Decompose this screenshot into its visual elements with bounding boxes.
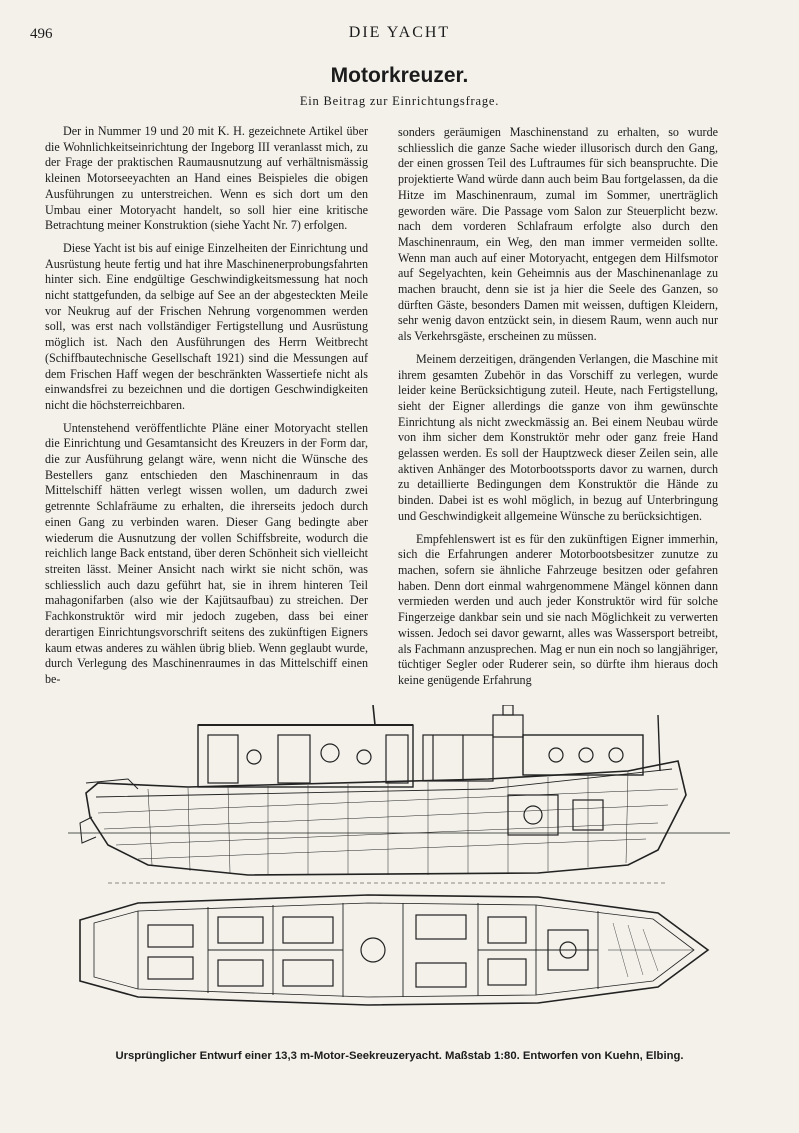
paragraph: Meinem derzeitigen, drängenden Verlangen, die Maschine mit ihrem gesamten Zubehör in das Vorschiff zu verlegen, wurde leider keine Berücksichtigung zuteil. Heute, nach Fertigstellung, sieht der Eigner allerdings die ganze von ihm gewünschte Einrichtung als nicht zweckmässig an. Bei einem Neubau würde von ihm sicher dem Konstruktör mehr oder ganz freie Hand gelassen werden. Es soll der Hauptzweck dieser Zeilen sein, alle aktiven Anhänger des Motorbootssports davor zu warnen, durch zu detaillierte Bedingungen dem Konstruktör die Hände zu binden. Dabei ist es wohl möglich, in bezug auf Unterbringung und Geschwindigkeit allgemeine Wünsche zu berücksichtigen.	[398, 351, 718, 523]
paragraph: Untenstehend veröffentlichte Pläne einer Motoryacht stellen die Einrichtung und Gesamtansicht des Kreuzers in der Form dar, die zur Ausführung gelangt wäre, wenn nicht die Wünsche des Bestellers ganz entschieden den Maschinenraum in das Mittelschiff hätten verlegt wissen wollen, um dadurch zwei getrennte Schlafräume zu erhalten, die ihrerseits jedoch durch einen Gang zu verbinden waren. Dieser Gang bedingte aber wiederum die Ausnutzung der vollen Schiffsbreite, wodurch die reichlich lange Back entstand, über deren Schönheit sich vielleicht streiten lässt. Meiner Ansicht nach wirkt sie nicht schön, was schliesslich auch dazu geführt hat, sie in ihrem hinteren Teil mahagonifarben (also wie der Kajütsaufbau) zu streichen. Der Fachkonstruktör wird mir jedoch zugeben, dass bei einer derartigen Einrichtungsvorschrift seitens des zukünftigen Eigners kaum etwas anderes zu wählen übrig blieb. Wenn geglaubt wurde, durch Verlegung des Maschinenraumes in das Mittelschiff einen be-	[45, 420, 368, 686]
page-number: 496	[30, 26, 53, 42]
paragraph: Der in Nummer 19 und 20 mit K. H. gezeichnete Artikel über die Wohnlichkeitseinrichtung der Ingeborg III veranlasst mich, zu der Frage der praktischen Raumausnutzung auf verhältnismässig kleinen Motorseeyachten an Hand eines Beispieles die obigen Ausführungen zu unterstreichen. Wenn es sich dort um den Umbau einer Motoryacht handelt, so soll hier eine kritische Betrachtung meiner Konstruktion (siehe Yacht Nr. 7) erfolgen.	[45, 124, 368, 233]
article-subtitle: Ein Beitrag zur Einrichtungsfrage.	[299, 94, 500, 108]
plan-view	[80, 895, 708, 1005]
right-column	[398, 125, 718, 696]
figure-caption: Ursprünglicher Entwurf einer 13,3 m-Motor-Seekreuzeryacht. Maßstab 1:80. Entworfen von Kuehn, Elbing.	[115, 1050, 684, 1062]
left-column	[45, 124, 368, 695]
yacht-drawing	[68, 705, 730, 1045]
paragraph: Empfehlenswert ist es für den zukünftigen Eigner immerhin, sich die Erfahrungen anderer Motorbootsbesitzer zunutze zu machen, sofern sie ähnliche Fahrzeuge besitzen oder gefahren haben. Denn dort einmal wahrgenommene Mängel können dann vermieden werden und auch jeder Konstruktör wird für solche Fingerzeige dankbar sein und sie nach Möglichkeit zu verwerten wissen. Jedoch sei davor gewarnt, alles was Wassersport betreibt, als Fachmann anzusprechen. Mag er nun ein noch so langjähriger, tüchtiger Segler oder Ruderer sein, so dürfte ihm hieraus doch keine genügende Erfahrung	[398, 531, 718, 687]
paragraph: sonders geräumigen Maschinenstand zu erhalten, so wurde schliesslich die ganze Sache wieder illusorisch durch den Gang, der einen grossen Teil des Luftraumes für sich beanspruchte. Die projektierte Wand würde dann auch beim Bau fortgelassen, da die Hitze im Maschinenraum, zumal im Sommer, unerträglich geworden wäre. Die Passage vom Salon zur Steuerplicht bezw. nach dem vorderen Schlafraum erfolgte also durch den Maschinenraum, ein Weg, den man immer vermeiden sollte. Wenn man auch auf einer Motoryacht, entgegen dem Hilfsmotor auf Segelyachten, kein Geheimnis aus der Maschinenanlage zu machen braucht, denn sie ist ja hier die Seele des Ganzen, so dürften Gäste, besonders Damen mit weissen, duftigen Kleidern, sehr wenig davon entzückt sein, in diesem Raum, wenn auch nur als Verkehrsgäste, erscheinen zu müssen.	[398, 125, 718, 344]
paragraph: Diese Yacht ist bis auf einige Einzelheiten der Einrichtung und Ausrüstung heute fertig und hat ihre Maschinenerprobungsfahrten hinter sich. Eine endgültige Geschwindigkeitsmessung hat noch nicht stattgefunden, da selbige auf See an der abgesteckten Meile vor Neukrug auf der Frischen Nehrung vorgenommen werden soll, was erst nach vollständiger Fertigstellung und Ausrüstung möglich ist. Nach den Ausführungen des Herrn Weitbrecht (Schiffbautechnische Gesellschaft 1921) sind die Messungen auf dem Frischen Haff wegen der beschränkten Wassertiefe nicht als einwandsfrei zu bezeichnen und die dortigen Geschwindigkeiten nicht die höchsterreichbaren.	[45, 240, 368, 412]
running-head: DIE YACHT	[348, 24, 451, 41]
side-elevation	[68, 705, 730, 883]
article-title: Motorkreuzer.	[330, 64, 469, 87]
